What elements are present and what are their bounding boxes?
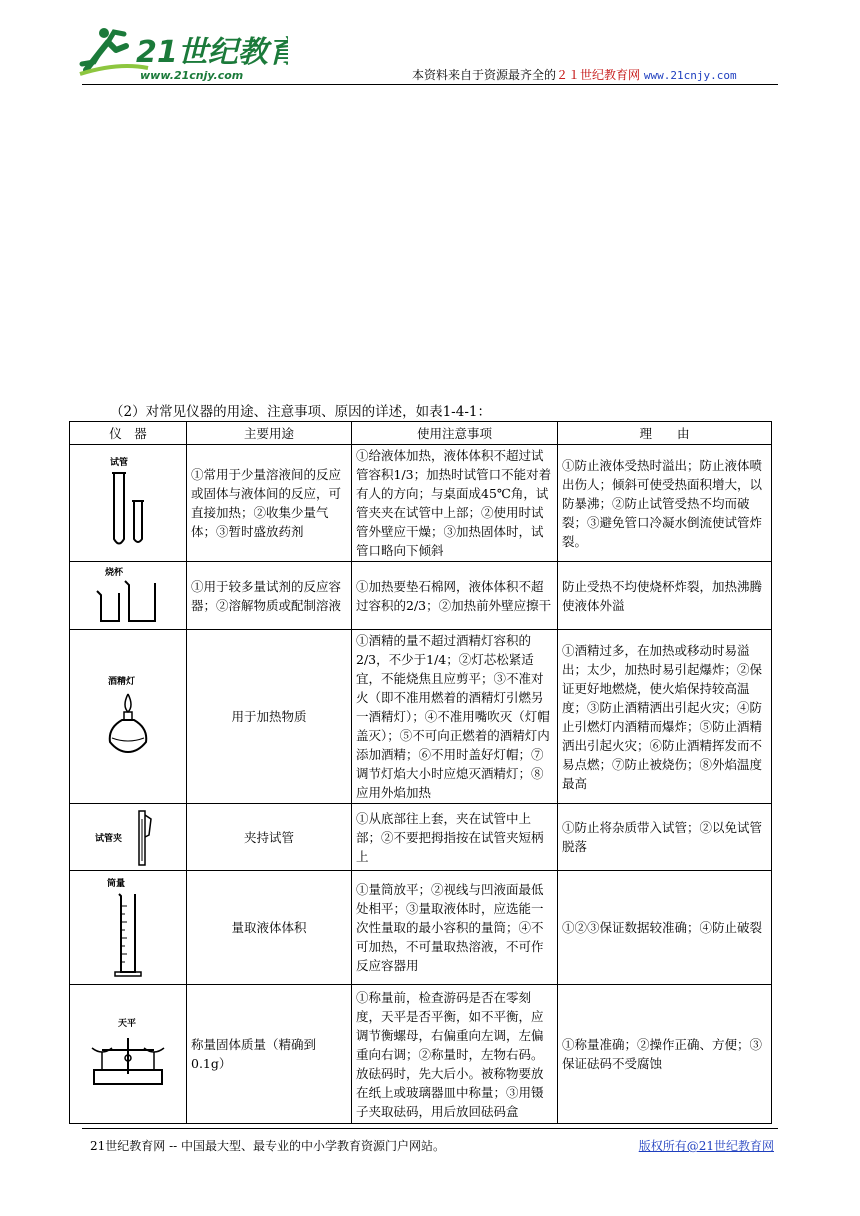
header-notes: 使用注意事项: [352, 422, 558, 445]
logo-url-text: www.21cnjy.com: [140, 69, 244, 82]
instrument-label: 筒量: [107, 878, 126, 889]
header-note-link[interactable]: www.21cnjy.com: [643, 69, 737, 82]
reason-cell: ①②③保证数据较准确；④防止破裂: [558, 871, 772, 985]
instrument-label: 烧杯: [105, 567, 124, 578]
header-reason: 理 由: [558, 422, 772, 445]
usage-cell: 夹持试管: [187, 804, 352, 871]
header-note: [412, 66, 737, 83]
instrument-cell: [70, 445, 187, 562]
header-note-prefix: 本资料来自于资源最齐全的: [412, 68, 557, 82]
usage-cell: ①常用于少量溶液间的反应或固体与液体间的反应，可直接加热；②收集少量气体；③暂时盛放药剂: [187, 445, 352, 562]
usage-cell: 称量固体质量（精确到0.1g）: [187, 985, 352, 1124]
instrument-cell: [70, 871, 187, 985]
instrument-cell: [70, 985, 187, 1124]
table-row: [70, 804, 772, 871]
instrument-cell: [70, 562, 187, 630]
balance-scale-icon: [88, 1014, 168, 1094]
reason-cell: ①防止液体受热时溢出；防止液体喷出伤人；倾斜可使受热面积增大，以防暴沸；②防止试管受热不均而破裂；③避免管口冷凝水倒流使试管炸裂。: [558, 445, 772, 562]
table-row: [70, 985, 772, 1124]
header-usage: 主要用途: [187, 422, 352, 445]
table-row: [70, 630, 772, 804]
instrument-label: 酒精灯: [108, 676, 136, 687]
table-row: [70, 562, 772, 630]
instrument-cell: [70, 630, 187, 804]
notes-cell: ①加热要垫石棉网，液体体积不超过容积的2/3；②加热前外壁应擦干: [352, 562, 558, 630]
footer-copyright-link[interactable]: 版权所有@21世纪教育网: [638, 1139, 774, 1153]
footer-text: 21世纪教育网 -- 中国最大型、最专业的中小学教育资源门户网站。: [90, 1139, 446, 1153]
header-note-site[interactable]: ２１世纪教育网: [556, 68, 641, 82]
reason-cell: 防止受热不均使烧杯炸裂，加热沸腾使液体外溢: [558, 562, 772, 630]
notes-cell: ①从底部往上套，夹在试管中上部；②不要把拇指按在试管夹短柄上: [352, 804, 558, 871]
table-header-row: [70, 422, 772, 445]
instrument-label: 试管: [110, 458, 129, 468]
beaker-icon: [93, 565, 163, 627]
logo-text: 21世纪教育: [136, 35, 288, 70]
measuring-cylinder-icon: [103, 874, 153, 982]
header-divider: [82, 84, 778, 85]
usage-cell: 用于加热物质: [187, 630, 352, 804]
table-row: [70, 445, 772, 562]
test-tube-holder-icon: [93, 807, 163, 867]
notes-cell: ①给液体加热，液体体积不超过试管容积1/3；加热时试管口不能对着有人的方向；与桌面成45℃角，试管夹夹在试管中上部；②使用时试管外壁应干燥；③加热固体时，试管口略向下倾斜: [352, 445, 558, 562]
instrument-table: [69, 421, 772, 1124]
intro-text: （2）对常见仪器的用途、注意事项、原因的详述，如表1-4-1：: [110, 404, 491, 420]
table-row: [70, 871, 772, 985]
site-logo: [78, 24, 288, 84]
header-instrument: 仪 器: [70, 422, 187, 445]
reason-cell: ①酒精过多，在加热或移动时易溢出；太少，加热时易引起爆炸；②保证更好地燃烧，使火焰保持较高温度；③防止酒精洒出引起火灾；④防止引燃灯内酒精而爆炸；⑤防止酒精洒出引起火灾；⑥防止酒精挥发而不易点燃；⑦防止被烧伤；⑧外焰温度最高: [558, 630, 772, 804]
instrument-cell: [70, 804, 187, 871]
instrument-label: 试管夹: [95, 834, 123, 844]
usage-cell: ①用于较多量试剂的反应容器；②溶解物质或配制溶液: [187, 562, 352, 630]
reason-cell: ①防止将杂质带入试管；②以免试管脱落: [558, 804, 772, 871]
reason-cell: ①称量准确；②操作正确、方便；③保证砝码不受腐蚀: [558, 985, 772, 1124]
instrument-label: 天平: [118, 1019, 137, 1029]
notes-cell: ①量筒放平；②视线与凹液面最低处相平；③量取液体时，应选能一次性量取的最小容积的量筒；④不可加热，不可量取热溶液，不可作反应容器用: [352, 871, 558, 985]
alcohol-lamp-icon: [98, 672, 158, 762]
notes-cell: ①酒精的量不超过酒精灯容积的2/3，不少于1/4；②灯芯松紧适宜，不能烧焦且应剪平；③不准对火（即不准用燃着的酒精灯引燃另一酒精灯）；④不准用嘴吹灭（灯帽盖灭）；⑤不可向正燃着的酒精灯内添加酒精；⑥不用时盖好灯帽；⑦调节灯焰大小时应熄灭酒精灯；⑧应用外焰加热: [352, 630, 558, 804]
usage-cell: 量取液体体积: [187, 871, 352, 985]
footer-divider: [82, 1128, 778, 1129]
notes-cell: ①称量前，检查游码是否在零刻度，天平是否平衡，如不平衡，应调节衡螺母，右偏重向左调，左偏重向右调；②称量时，左物右码。放砝码时，先大后小。被称物要放在纸上或玻璃器皿中称量；③用镊子夹取砝码，用后放回砝码盒: [352, 985, 558, 1124]
test-tube-icon: [98, 453, 158, 553]
